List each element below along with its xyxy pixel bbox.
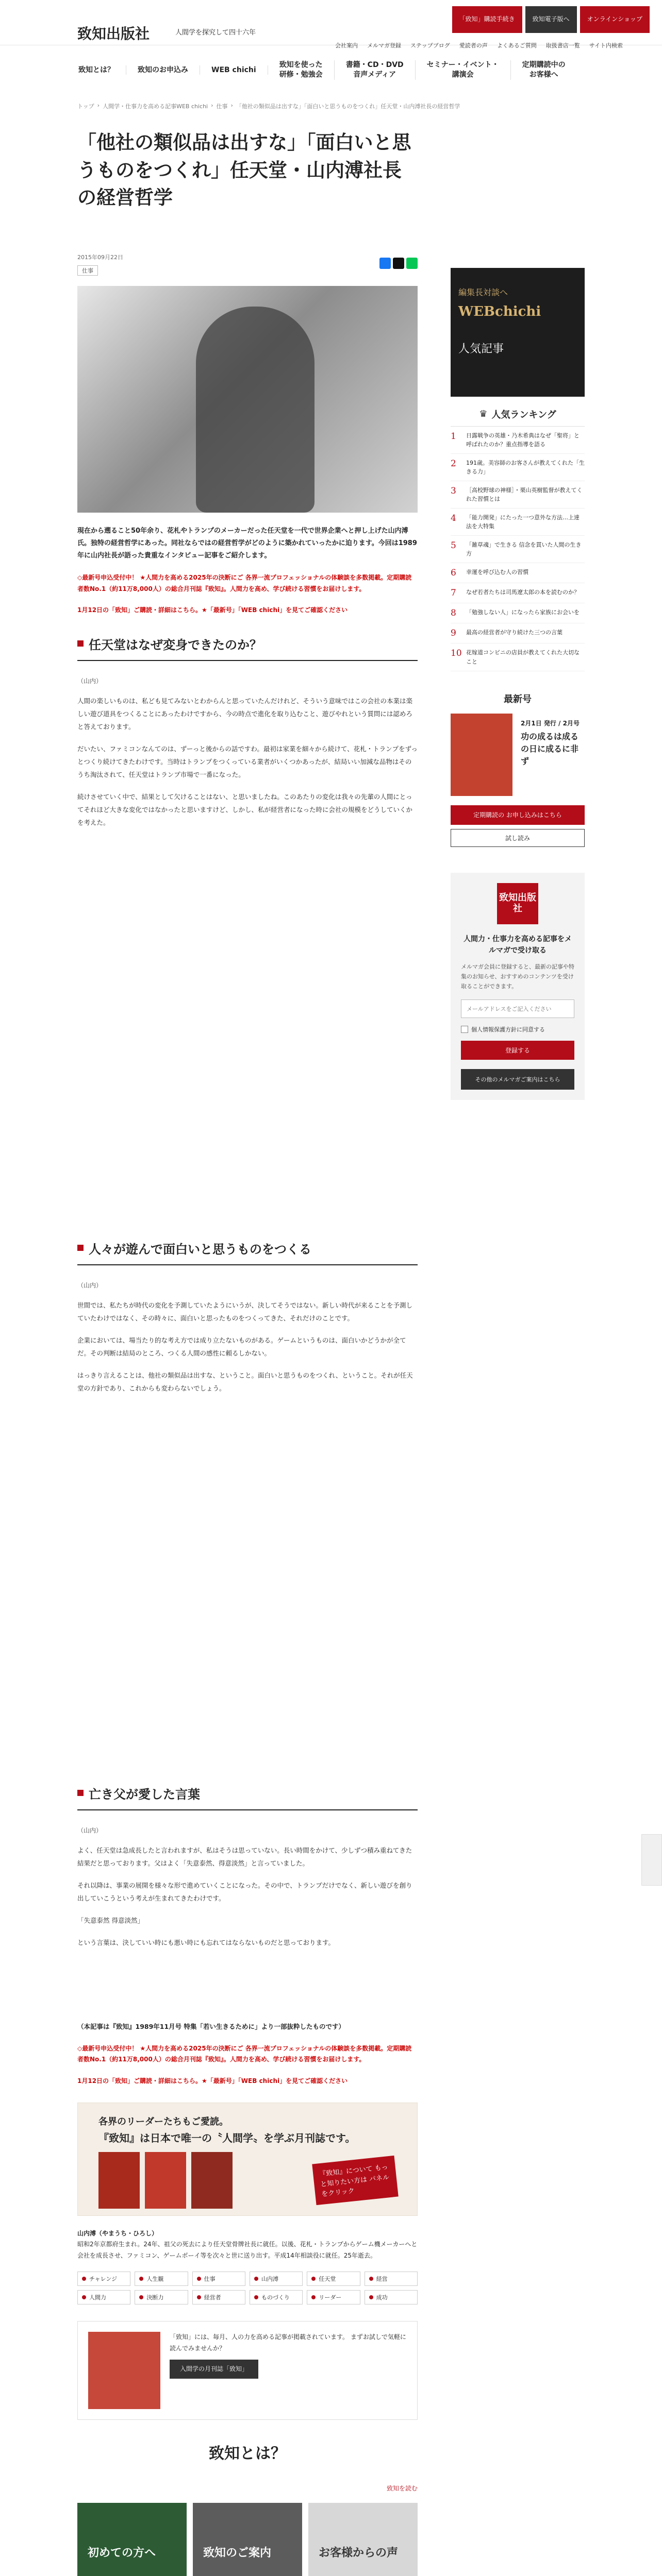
magazine-cover-image [88,2332,160,2409]
latest-issue-heading: 最新号 [504,693,532,705]
rank-number: 4 [451,513,456,524]
register-button[interactable]: 登録する [461,1041,574,1060]
nav-about[interactable] [67,65,126,75]
tag-chip[interactable] [135,2290,188,2304]
tag-label: 決断力 [146,2294,164,2301]
tag-label: 人間力 [89,2294,106,2301]
ranking-item[interactable] [451,643,585,671]
publisher-logo: 致知出版社 [497,883,538,924]
ranking-item[interactable] [451,427,585,454]
rank-text: 「雑草魂」で生きる 信念を貫いた人間の生き方 [466,541,582,557]
section-heading: 任天堂はなぜ変身できたのか？ [77,635,418,661]
tile-voices[interactable]: お客様からの声 [308,2503,418,2576]
breadcrumb-sep: › [230,102,233,109]
tag-chip[interactable] [192,2290,245,2304]
rank-number: 10 [451,648,462,659]
ranking-item[interactable] [451,454,585,481]
ranking-item[interactable] [451,481,585,509]
body-paragraph: それ以降は、事業の展開を様々な形で進めていくことになった。その中で、トランプだけでなく、新しい遊びを創り出していこうという考えが生まれてきたわけです。 [77,1881,412,1902]
quote: 「失意泰然 得意淡然」 [77,1916,144,1924]
utility-link[interactable]: メルマガ登録 [367,42,401,49]
rank-text: 191歳。美容師のお客さんが教えてくれた「生きる力」 [466,460,585,476]
subscribe-issue-button[interactable]: 定期購読の お申し込みはこちら [451,805,585,825]
nav-label: 致知を使った [279,61,323,70]
tag-label: 経営 [376,2276,388,2283]
tag-label: チャレンジ [89,2276,118,2283]
tag-chip[interactable] [250,2290,303,2304]
digital-login-button[interactable]: 致知電子版へ [525,6,577,33]
ranking-item[interactable] [451,563,585,583]
cta-button[interactable]: 入間学の月刊誌「致知」 [170,2360,258,2379]
tag-dot-icon [254,2295,258,2299]
facebook-share-icon[interactable] [379,258,391,269]
body-paragraph: 世間では、私たちが時代の変化を予測していたようにいうが、決してそうではない。新しい時代が来ることを予測していたわけではなく、その時々に、面白いと思ったものをつくってきた、それだけのことです。 [77,1301,413,1322]
rank-number: 1 [451,431,456,442]
rank-text: ［高校野球の神様］・栗山英樹監督が教えてくれた習慣とは [466,487,583,503]
online-shop-button[interactable] [580,6,650,33]
utility-link[interactable]: 愛読者の声 [459,42,488,49]
article-lead: 現在から遡ること50年余り、花札やトランプのメーカーだった任天堂を一代で世界企業へと押し上げた山内溥氏。独特の経営哲学にあった。同社ならではの経営哲学がどのように築かれていったかに迫ります。今回は1989年に山内社長が語った貴重なインタビュー記事をご紹介します。 [77,527,417,560]
tag-dot-icon [311,2295,316,2299]
breadcrumb-sep: › [211,102,213,109]
nav-label: 定期購読中の [522,61,566,70]
ranking-title: 人気ランキング [491,409,556,420]
utility-link[interactable]: ステップブログ [410,42,450,49]
speaker-label: （山内） [77,677,103,685]
rank-text: 「能力開発」にたった一つ意外な方法…上達法を大特集 [466,514,580,530]
subscribe-line1: 「致知」購読 [459,15,496,23]
nav-training[interactable] [268,60,335,80]
nav-apply[interactable] [126,65,200,75]
ranking-list [451,427,585,671]
breadcrumb-sep: › [97,102,100,109]
tag-label: 人生観 [146,2276,164,2283]
promo-note-2[interactable]: 1月12日の「致知」ご購読・詳細はこちら。★「最新号」「WEB chichi」を見てご確認ください [77,2077,348,2085]
nav-label: 研修・勉強会 [279,71,323,79]
body-text-block [77,1395,418,1766]
newsletter-box [451,873,585,1100]
rank-text: 日露戦争の英雄・乃木希典はなぜ「聖将」と呼ばれたのか？重点指導を語る [466,432,580,448]
agree-checkbox[interactable] [461,1025,574,1033]
rank-text: 最高の経営者が守り続けた三つの言葉 [466,629,562,636]
nav-label: 致知とは？ [78,65,114,74]
hero-photo [77,286,418,513]
sidebar-banner[interactable] [451,268,585,397]
tag-dot-icon [254,2277,258,2281]
tag-label: 任天堂 [319,2276,336,2283]
nav-label: 致知のお申込み [138,65,188,74]
read-more-link[interactable]: 致知を読む [386,2485,418,2493]
x-share-icon[interactable] [393,258,404,269]
nav-label: お客様へ [529,71,558,79]
ranking-item[interactable] [451,623,585,643]
checkbox-icon[interactable] [461,1026,468,1033]
tag-chip[interactable] [192,2272,245,2286]
profile-name: 山内溥（やまうち・ひろし） [77,2229,158,2237]
tag-chip[interactable] [135,2272,188,2286]
line-share-icon[interactable] [406,258,418,269]
nav-web-chichi[interactable] [200,65,268,75]
breadcrumb-item[interactable]: トップ [77,103,94,110]
newsletter-desc: メルマガ会員に登録すると、最新の記事や特集のお知らせ、おすすめのコンテンツを受け取ることができます。 [461,963,574,990]
preview-button[interactable]: 試し読み [451,829,585,847]
ranking-item[interactable] [451,536,585,563]
crown-icon: ♛ [479,409,488,419]
body-paragraph: はっきり言えることは、他社の類似品は出すな、ということ。面白いと思うものをつくれ、ということ。それが任天堂の方針であり、これからも変わらないでしょう。 [77,1371,413,1392]
rank-number: 2 [451,459,456,469]
article-title: 「他社の類似品は出すな」「面白いと思うものをつくれ」任天堂・山内溥社長の経営哲学 [77,131,411,209]
nav-label: 音声メディア [353,71,396,79]
body-paragraph: という言葉は、決していい時にも悪い時にも忘れてはならないものだと思っております。 [77,1938,335,1946]
site-tagline: 人間学を探究して四十六年 [175,29,256,37]
ranking-item[interactable] [451,583,585,603]
header-buttons [452,6,650,33]
newsletter-title: 人間力・仕事力を高める記事をメルマガで受け取る [464,935,572,955]
rank-number: 7 [451,588,456,599]
tag-dot-icon [369,2277,373,2281]
feature-tiles [77,2503,418,2576]
banner-text: 人気記事 [458,343,504,355]
ranking-heading [451,402,585,427]
rank-text: なぜ若者たちは司馬遼太郎の本を読むのか？ [466,589,580,596]
source-note: （本記事は『致知』1989年11月号 特集「若い生きるために」より一部抜粋したものです） [77,2022,345,2030]
tag-list [77,2272,418,2304]
tag-chip[interactable] [250,2272,303,2286]
nav-media[interactable] [335,60,416,80]
shop-line1: オンライン [587,15,618,23]
nav-label: セミナー・イベント・ [426,61,499,70]
cta-text: 「致知」には、毎月、人の力を高める記事が掲載されています。 まずお試しで気軽に読んでみませんか？ [170,2333,406,2352]
nav-subscriber[interactable] [511,60,577,80]
breadcrumb-item[interactable]: 人間学・仕事力を高める記事WEB chichi [103,103,208,110]
article-tag[interactable]: 仕事 [77,265,98,276]
shop-line2: ショップ [618,15,642,23]
rank-text: 幸運を呼び込む人の習慣 [466,569,528,576]
nav-seminar[interactable] [416,60,511,80]
breadcrumb-item: 「他社の類似品は出すな」「面白いと思うものをつくれ」任天堂・山内溥社長の経営哲学 [236,103,460,110]
cta-text-block [170,2332,407,2409]
tile-first-time[interactable]: 初めての方へ [77,2503,187,2576]
rank-number: 6 [451,568,456,579]
speaker-label: （山内） [77,1826,103,1834]
profile-text: 昭和2年京都府生まれ。24年、祖父の死去により任天堂骨牌社長に就任。以後、花札・トランプからゲーム機メーカーへと会社を成長させ、ファミコン、ゲームボーイ等を次々と世に送り出す。平成14年相談役に就任。25年逝去。 [77,2241,418,2259]
speaker-label: （山内） [77,1281,103,1289]
book-cover-image [145,2152,186,2209]
tag-dot-icon [369,2295,373,2299]
body-paragraph: 続けさせていく中で、結果として欠けることはない、と思いましたね。このあたりの変化は我々の先輩の人間にとってそれほど大きな変化ではなかったと思いますけど、しかし、私が経営者になった時に会社の規模をどうしていくかを考えた。 [77,792,413,826]
site-logo[interactable]: 致知出版社 [77,25,150,42]
global-nav [67,56,577,84]
tag-dot-icon [82,2277,86,2281]
tag-chip[interactable] [77,2272,130,2286]
body-text-block [77,829,418,1221]
other-newsletters-link[interactable]: その他のメルマガご案内はこちら [461,1069,574,1090]
tag-dot-icon [311,2277,316,2281]
tag-dot-icon [139,2295,143,2299]
section-heading: 人々が遊んで面白いと思うものをつくる [77,1239,418,1265]
issue-theme: 功の成るは成るの日に成るに非ず [521,731,579,766]
site-header [0,0,662,79]
tag-label: 仕事 [204,2276,216,2283]
tag-label: 経営者 [204,2294,221,2301]
book-cover-image [98,2152,140,2209]
subscribe-button[interactable] [452,6,522,33]
section-heading: 亡き父が愛した言葉 [77,1784,418,1810]
sidebar [451,268,585,1100]
tag-label: リーダー [319,2294,342,2301]
utility-link[interactable]: 会社案内 [335,42,358,49]
agree-label: 個人情報保護方針に同意する [471,1026,545,1033]
promo-note[interactable]: ◇最新号申込受付中！ ★人間力を高める2025年の決断にご 各界一流プロフェッショナルの体験談を多数掲載。定期購読者数No.1（約11万8,000人）の総合月刊誌『致知』。人間力を高め、学び続ける習慣をお届けします。 [77,2044,412,2063]
body-paragraph: よく、任天堂は急成長したと言われますが、私はそうは思っていない。長い時間をかけて、少しずつ積み重ねてきた結果だと思っております。父はよく「失意泰然、得意淡然」と言っていました。 [77,1846,412,1867]
banner-text: 編集長対談へ [458,287,508,297]
breadcrumb [77,102,460,110]
chichi-heading: 致知とは？ [209,2445,286,2463]
mid-promo-banner[interactable] [77,2103,418,2216]
rank-text: 「勉強しない人」になったら家族にお会いを [466,609,580,616]
banner-text: WEBchichi [458,304,541,319]
subscribe-cta-box [77,2321,418,2420]
tag-chip[interactable] [307,2272,360,2286]
rank-number: 8 [451,608,456,619]
article-date: 2015年09月22日 [77,253,123,261]
latest-issue [451,714,585,796]
issue-cover-image[interactable] [451,714,512,796]
portrait-figure [196,307,315,513]
body-paragraph: だいたい、ファミコンなんてのは、ずーっと後からの話ですわ。最初は家業を細々から続けて、花札・トランプをずっとつくり続けてきたわけです。当時はトランプをつくっている業者がいくつかあったが、結局いい加減な品物はそのうち淘汰されて、任天堂はトランプ市場で一番になった。 [77,744,418,778]
body-paragraph: 企業においては、場当たり的な考え方では成り立たないものがある。ゲームというものは、面白いかどうかが全てだ。その判断は結局のところ、つくる人間の感性に頼るしかない。 [77,1336,406,1357]
nav-label: 講演会 [452,71,474,79]
author-profile [77,2228,418,2262]
tag-label: 成功 [376,2294,388,2301]
tag-dot-icon [139,2277,143,2281]
tag-dot-icon [82,2295,86,2299]
tag-dot-icon [197,2277,201,2281]
rank-number: 9 [451,628,456,639]
rank-number: 5 [451,540,456,551]
nav-label: WEB chichi [211,65,256,74]
floating-side-tab[interactable] [641,1834,662,1886]
nav-label: 書籍・CD・DVD [345,61,404,70]
email-field[interactable] [461,999,574,1018]
tag-chip[interactable] [365,2290,418,2304]
utility-link[interactable]: サイト内検索 [589,42,623,49]
rank-text: 花嫁道コンビニの店員が教えてくれた大切なこと [466,649,580,665]
issue-date: 2月1日 発行 / 2月号 [521,719,580,727]
tile-guide[interactable]: 致知のご案内 [193,2503,302,2576]
book-cover-image [191,2152,233,2209]
rank-number: 3 [451,486,456,497]
utility-link[interactable]: 取扱書店一覧 [545,42,580,49]
issue-info [521,714,585,796]
subscribe-line2: 手続き [496,15,515,23]
tag-chip[interactable] [365,2272,418,2286]
promo-note-2[interactable]: 1月12日の「致知」ご購読・詳細はこちら。★「最新号」「WEB chichi」を見てご確認ください [77,606,348,614]
article-main [77,129,418,2576]
promo-note[interactable]: ◇最新号申込受付中！ ★人間力を高める2025年の決断にご 各界一流プロフェッショナルの体験談を多数掲載。定期購読者数No.1（約11万8,000人）の総合月刊誌『致知』。人間力を高め、学び続ける習慣をお届けします。 [77,574,412,592]
breadcrumb-item[interactable]: 仕事 [216,103,228,110]
tag-label: 山内溥 [261,2276,278,2283]
banner-title-2: 『致知』は日本で唯一の〝人間学〟を学ぶ月刊誌です。 [98,2131,356,2144]
share-buttons [379,258,418,269]
tag-chip[interactable] [307,2290,360,2304]
banner-cta[interactable]: 『致知』について もっと知りたい方は パネルをクリック [312,2155,398,2205]
tag-dot-icon [197,2295,201,2299]
body-paragraph: 人間の楽しいものは、私ども見てみないとわからんと思っていたんだけれど、そういう意味ではこの会社の本業は楽しい遊び道具をつくることにあったわけですから、今の時点で進化を取り込むこと、遊びやれという質問には認めろと答えております。 [77,697,413,731]
utility-link[interactable]: よくあるご質問 [496,42,537,49]
utility-links [335,41,623,49]
tag-chip[interactable] [77,2290,130,2304]
banner-title: 各界のリーダーたちもご愛読。 [98,2116,228,2127]
ranking-item[interactable] [451,509,585,536]
tag-label: ものづくり [261,2294,290,2301]
body-text-block [77,1949,418,2011]
ranking-item[interactable] [451,603,585,623]
